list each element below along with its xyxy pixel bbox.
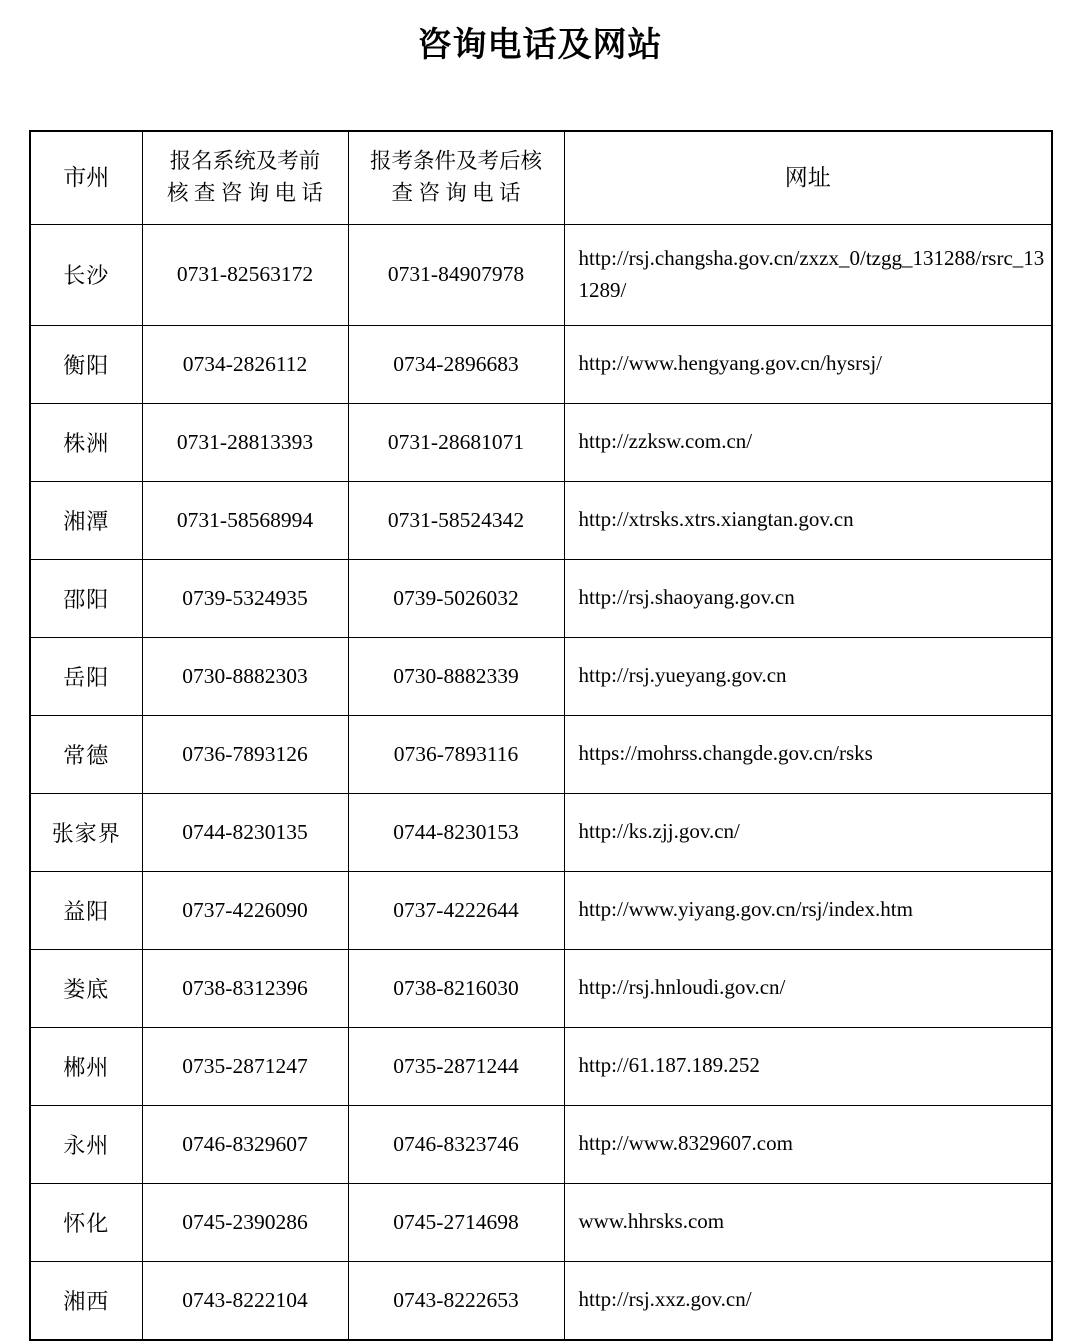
table-row bbox=[30, 871, 1052, 949]
cell-website: https://mohrss.changde.gov.cn/rsks bbox=[564, 715, 1052, 793]
cell-qualification-tel: 0731-84907978 bbox=[348, 224, 564, 325]
cell-registration-tel: 0734-2826112 bbox=[142, 325, 348, 403]
column-header-qualification-tel-line2: 查 咨 询 电 话 bbox=[391, 180, 521, 205]
column-header-registration-tel-line1: 报名系统及考前 bbox=[169, 149, 321, 174]
cell-city: 邵阳 bbox=[30, 559, 142, 637]
cell-website: http://rsj.xxz.gov.cn/ bbox=[564, 1261, 1052, 1340]
cell-website: www.hhrsks.com bbox=[564, 1183, 1052, 1261]
cell-city: 郴州 bbox=[30, 1027, 142, 1105]
table-row bbox=[30, 1261, 1052, 1340]
cell-website: http://rsj.yueyang.gov.cn bbox=[564, 637, 1052, 715]
table-row bbox=[30, 224, 1052, 325]
cell-qualification-tel: 0731-58524342 bbox=[348, 481, 564, 559]
table-row bbox=[30, 481, 1052, 559]
cell-registration-tel: 0746-8329607 bbox=[142, 1105, 348, 1183]
cell-qualification-tel: 0744-8230153 bbox=[348, 793, 564, 871]
table-row bbox=[30, 559, 1052, 637]
column-header-qualification-tel-line1: 报考条件及考后核 bbox=[369, 149, 542, 174]
cell-registration-tel: 0730-8882303 bbox=[142, 637, 348, 715]
cell-qualification-tel: 0743-8222653 bbox=[348, 1261, 564, 1340]
cell-qualification-tel: 0737-4222644 bbox=[348, 871, 564, 949]
cell-qualification-tel: 0745-2714698 bbox=[348, 1183, 564, 1261]
cell-website: http://www.yiyang.gov.cn/rsj/index.htm bbox=[564, 871, 1052, 949]
cell-city: 张家界 bbox=[30, 793, 142, 871]
contact-table bbox=[29, 130, 1053, 1341]
cell-qualification-tel: 0730-8882339 bbox=[348, 637, 564, 715]
document-page bbox=[0, 22, 1080, 1341]
cell-registration-tel: 0731-28813393 bbox=[142, 403, 348, 481]
cell-qualification-tel: 0734-2896683 bbox=[348, 325, 564, 403]
table-row bbox=[30, 637, 1052, 715]
cell-website: http://xtrsks.xtrs.xiangtan.gov.cn bbox=[564, 481, 1052, 559]
cell-qualification-tel: 0738-8216030 bbox=[348, 949, 564, 1027]
cell-qualification-tel: 0746-8323746 bbox=[348, 1105, 564, 1183]
cell-city: 湘西 bbox=[30, 1261, 142, 1340]
cell-qualification-tel: 0736-7893116 bbox=[348, 715, 564, 793]
cell-city: 株洲 bbox=[30, 403, 142, 481]
cell-registration-tel: 0731-82563172 bbox=[142, 224, 348, 325]
cell-qualification-tel: 0739-5026032 bbox=[348, 559, 564, 637]
cell-city: 岳阳 bbox=[30, 637, 142, 715]
column-header-qualification-tel bbox=[348, 131, 564, 225]
cell-city: 怀化 bbox=[30, 1183, 142, 1261]
cell-city: 湘潭 bbox=[30, 481, 142, 559]
cell-website: http://61.187.189.252 bbox=[564, 1027, 1052, 1105]
column-header-registration-tel bbox=[142, 131, 348, 225]
table-body bbox=[30, 224, 1052, 1340]
cell-city: 长沙 bbox=[30, 224, 142, 325]
cell-city: 永州 bbox=[30, 1105, 142, 1183]
table-row bbox=[30, 1105, 1052, 1183]
cell-registration-tel: 0735-2871247 bbox=[142, 1027, 348, 1105]
cell-website: http://zzksw.com.cn/ bbox=[564, 403, 1052, 481]
column-header-city: 市州 bbox=[30, 131, 142, 225]
contact-table-container bbox=[29, 130, 1051, 1341]
cell-city: 常德 bbox=[30, 715, 142, 793]
table-row bbox=[30, 403, 1052, 481]
page-title: 咨询电话及网站 bbox=[417, 27, 663, 64]
cell-qualification-tel: 0731-28681071 bbox=[348, 403, 564, 481]
cell-registration-tel: 0739-5324935 bbox=[142, 559, 348, 637]
cell-registration-tel: 0737-4226090 bbox=[142, 871, 348, 949]
cell-website: http://rsj.shaoyang.gov.cn bbox=[564, 559, 1052, 637]
cell-registration-tel: 0736-7893126 bbox=[142, 715, 348, 793]
cell-website: http://ks.zjj.gov.cn/ bbox=[564, 793, 1052, 871]
cell-website: http://www.8329607.com bbox=[564, 1105, 1052, 1183]
column-header-website: 网址 bbox=[564, 131, 1052, 225]
cell-registration-tel: 0738-8312396 bbox=[142, 949, 348, 1027]
cell-website: http://rsj.hnloudi.gov.cn/ bbox=[564, 949, 1052, 1027]
cell-city: 衡阳 bbox=[30, 325, 142, 403]
table-row bbox=[30, 1183, 1052, 1261]
table-row bbox=[30, 793, 1052, 871]
cell-website: http://www.hengyang.gov.cn/hysrsj/ bbox=[564, 325, 1052, 403]
cell-website: http://rsj.changsha.gov.cn/zxzx_0/tzgg_131288/rsrc_131289/ bbox=[564, 224, 1052, 325]
table-header bbox=[30, 131, 1052, 225]
cell-registration-tel: 0731-58568994 bbox=[142, 481, 348, 559]
table-row bbox=[30, 1027, 1052, 1105]
column-header-registration-tel-line2: 核 查 咨 询 电 话 bbox=[167, 180, 323, 205]
cell-qualification-tel: 0735-2871244 bbox=[348, 1027, 564, 1105]
table-header-row bbox=[30, 131, 1052, 225]
cell-registration-tel: 0743-8222104 bbox=[142, 1261, 348, 1340]
cell-registration-tel: 0745-2390286 bbox=[142, 1183, 348, 1261]
cell-registration-tel: 0744-8230135 bbox=[142, 793, 348, 871]
table-row bbox=[30, 325, 1052, 403]
table-row bbox=[30, 949, 1052, 1027]
cell-city: 益阳 bbox=[30, 871, 142, 949]
cell-city: 娄底 bbox=[30, 949, 142, 1027]
table-row bbox=[30, 715, 1052, 793]
